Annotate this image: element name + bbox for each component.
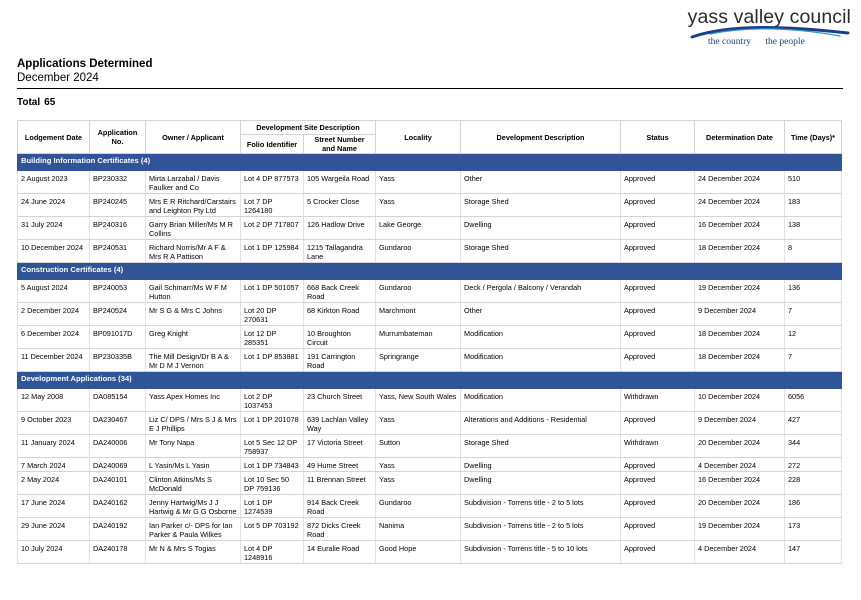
cell-owner-applicant: Jenny Hartwig/Ms J J Hartwig & Mr G G Osborne (146, 495, 241, 518)
cell-development-description: Storage Shed (461, 194, 621, 217)
cell-locality: Lake George (376, 217, 461, 240)
table-row (18, 326, 842, 349)
cell-street-number-name: 5 Crocker Close (304, 194, 376, 217)
table-row (18, 194, 842, 217)
cell-status: Approved (621, 349, 695, 372)
cell-time-days: 427 (785, 412, 842, 435)
cell-time-days: 8 (785, 240, 842, 263)
cell-lodgement-date: 10 July 2024 (18, 541, 90, 564)
cell-locality: Good Hope (376, 541, 461, 564)
cell-lodgement-date: 7 March 2024 (18, 458, 90, 472)
cell-time-days: 12 (785, 326, 842, 349)
col-owner-applicant: Owner / Applicant (146, 121, 241, 154)
cell-folio-identifier: Lot 2 DP 1037453 (241, 389, 304, 412)
cell-folio-identifier: Lot 1 DP 1274539 (241, 495, 304, 518)
cell-time-days: 7 (785, 303, 842, 326)
table-row (18, 495, 842, 518)
cell-lodgement-date: 2 May 2024 (18, 472, 90, 495)
cell-owner-applicant: Mirta Larzabal / Davis Faulker and Co (146, 171, 241, 194)
cell-development-description: Dwelling (461, 458, 621, 472)
cell-folio-identifier: Lot 10 Sec 50 DP 759136 (241, 472, 304, 495)
section-header (18, 154, 842, 171)
cell-lodgement-date: 29 June 2024 (18, 518, 90, 541)
cell-time-days: 228 (785, 472, 842, 495)
table-row (18, 217, 842, 240)
total-value: 65 (44, 97, 56, 108)
cell-status: Withdrawn (621, 435, 695, 458)
table-row (18, 303, 842, 326)
cell-time-days: 6056 (785, 389, 842, 412)
table-row (18, 412, 842, 435)
cell-lodgement-date: 17 June 2024 (18, 495, 90, 518)
cell-street-number-name: 105 Wargeila Road (304, 171, 376, 194)
cell-development-description: Modification (461, 389, 621, 412)
cell-time-days: 344 (785, 435, 842, 458)
cell-status: Approved (621, 280, 695, 303)
cell-application-no: BP240053 (90, 280, 146, 303)
cell-determination-date: 18 December 2024 (695, 326, 785, 349)
cell-folio-identifier: Lot 7 DP 1264180 (241, 194, 304, 217)
cell-folio-identifier: Lot 1 DP 201078 (241, 412, 304, 435)
table-row (18, 280, 842, 303)
cell-street-number-name: 23 Church Street (304, 389, 376, 412)
cell-determination-date: 16 December 2024 (695, 217, 785, 240)
cell-folio-identifier: Lot 1 DP 501057 (241, 280, 304, 303)
cell-status: Approved (621, 240, 695, 263)
cell-lodgement-date: 5 August 2024 (18, 280, 90, 303)
cell-status: Approved (621, 303, 695, 326)
section-header (18, 263, 842, 280)
cell-owner-applicant: Mr N & Mrs S Togias (146, 541, 241, 564)
cell-development-description: Storage Shed (461, 435, 621, 458)
cell-owner-applicant: Yass Apex Homes Inc (146, 389, 241, 412)
cell-locality: Springrange (376, 349, 461, 372)
cell-development-description: Modification (461, 349, 621, 372)
cell-application-no: DA240178 (90, 541, 146, 564)
cell-development-description: Subdivision - Torrens title - 2 to 5 lots (461, 518, 621, 541)
cell-time-days: 136 (785, 280, 842, 303)
cell-development-description: Other (461, 303, 621, 326)
cell-owner-applicant: Mr S G & Mrs C Johns (146, 303, 241, 326)
table-row (18, 472, 842, 495)
cell-application-no: BP240245 (90, 194, 146, 217)
cell-development-description: Other (461, 171, 621, 194)
cell-locality: Gundaroo (376, 495, 461, 518)
cell-development-description: Modification (461, 326, 621, 349)
col-time-days: Time (Days)* (785, 121, 842, 154)
section-title: Building Information Certificates (4) (18, 154, 842, 171)
table-row (18, 541, 842, 564)
cell-locality: Yass (376, 412, 461, 435)
cell-determination-date: 24 December 2024 (695, 171, 785, 194)
cell-folio-identifier: Lot 1 DP 853881 (241, 349, 304, 372)
tagline-people: the people (765, 37, 805, 47)
table-header (18, 121, 842, 154)
cell-owner-applicant: Greg Knight (146, 326, 241, 349)
col-status: Status (621, 121, 695, 154)
col-site-description: Development Site Description (241, 121, 376, 135)
table-row (18, 349, 842, 372)
table-row (18, 458, 842, 472)
table-row (18, 518, 842, 541)
cell-street-number-name: 872 Dicks Creek Road (304, 518, 376, 541)
cell-development-description: Subdivision - Torrens title - 5 to 10 lots (461, 541, 621, 564)
cell-determination-date: 16 December 2024 (695, 472, 785, 495)
cell-time-days: 173 (785, 518, 842, 541)
cell-determination-date: 20 December 2024 (695, 435, 785, 458)
table-body (18, 154, 842, 564)
section-title: Construction Certificates (4) (18, 263, 842, 280)
cell-time-days: 183 (785, 194, 842, 217)
cell-lodgement-date: 31 July 2024 (18, 217, 90, 240)
cell-lodgement-date: 2 December 2024 (18, 303, 90, 326)
cell-street-number-name: 126 Hadlow Drive (304, 217, 376, 240)
cell-status: Withdrawn (621, 389, 695, 412)
cell-time-days: 7 (785, 349, 842, 372)
cell-determination-date: 19 December 2024 (695, 518, 785, 541)
cell-lodgement-date: 2 August 2023 (18, 171, 90, 194)
cell-application-no: BP230332 (90, 171, 146, 194)
cell-application-no: BP230335B (90, 349, 146, 372)
cell-street-number-name: 11 Brennan Street (304, 472, 376, 495)
cell-locality: Murrumbateman (376, 326, 461, 349)
cell-street-number-name: 17 Victoria Street (304, 435, 376, 458)
cell-street-number-name: 10 Broughton Circuit (304, 326, 376, 349)
cell-application-no: DA085154 (90, 389, 146, 412)
cell-status: Approved (621, 472, 695, 495)
cell-status: Approved (621, 518, 695, 541)
section-title: Development Applications (34) (18, 372, 842, 389)
cell-time-days: 510 (785, 171, 842, 194)
cell-street-number-name: 1215 Tallagandra Lane (304, 240, 376, 263)
council-logo (680, 4, 855, 50)
page-title: Applications Determined (17, 58, 153, 70)
cell-determination-date: 18 December 2024 (695, 349, 785, 372)
cell-locality: Yass (376, 472, 461, 495)
cell-development-description: Deck / Pergola / Balcony / Verandah (461, 280, 621, 303)
cell-development-description: Alterations and Additions - Residential (461, 412, 621, 435)
cell-application-no: BP240524 (90, 303, 146, 326)
table-row (18, 240, 842, 263)
col-street-number-name: Street Number and Name (304, 135, 376, 154)
cell-street-number-name: 191 Carrington Road (304, 349, 376, 372)
tagline-country: the country (708, 37, 752, 47)
cell-folio-identifier: Lot 2 DP 717807 (241, 217, 304, 240)
cell-street-number-name: 68 Kirkton Road (304, 303, 376, 326)
cell-determination-date: 9 December 2024 (695, 412, 785, 435)
cell-folio-identifier: Lot 12 DP 285351 (241, 326, 304, 349)
cell-lodgement-date: 11 January 2024 (18, 435, 90, 458)
cell-lodgement-date: 10 December 2024 (18, 240, 90, 263)
cell-determination-date: 4 December 2024 (695, 458, 785, 472)
cell-development-description: Subdivision - Torrens title - 2 to 5 lots (461, 495, 621, 518)
cell-folio-identifier: Lot 4 DP 877573 (241, 171, 304, 194)
cell-determination-date: 24 December 2024 (695, 194, 785, 217)
col-folio-identifier: Folio Identifier (241, 135, 304, 154)
cell-status: Approved (621, 495, 695, 518)
cell-street-number-name: 914 Back Creek Road (304, 495, 376, 518)
cell-locality: Sutton (376, 435, 461, 458)
cell-status: Approved (621, 458, 695, 472)
cell-determination-date: 4 December 2024 (695, 541, 785, 564)
col-determination-date: Determination Date (695, 121, 785, 154)
cell-time-days: 186 (785, 495, 842, 518)
cell-lodgement-date: 9 October 2023 (18, 412, 90, 435)
cell-application-no: DA240162 (90, 495, 146, 518)
cell-owner-applicant: Richard Norris/Mr A F & Mrs R A Pattison (146, 240, 241, 263)
cell-status: Approved (621, 541, 695, 564)
cell-application-no: BP240316 (90, 217, 146, 240)
cell-owner-applicant: Mr Tony Napa (146, 435, 241, 458)
cell-folio-identifier: Lot 20 DP 270631 (241, 303, 304, 326)
col-locality: Locality (376, 121, 461, 154)
cell-folio-identifier: Lot 1 DP 734843 (241, 458, 304, 472)
cell-locality: Gundaroo (376, 240, 461, 263)
cell-development-description: Dwelling (461, 472, 621, 495)
cell-lodgement-date: 12 May 2008 (18, 389, 90, 412)
cell-locality: Marchmont (376, 303, 461, 326)
cell-owner-applicant: The Mill Design/Dr B A & Mr D M J Vernon (146, 349, 241, 372)
cell-time-days: 272 (785, 458, 842, 472)
cell-determination-date: 18 December 2024 (695, 240, 785, 263)
cell-street-number-name: 49 Hume Street (304, 458, 376, 472)
cell-locality: Yass (376, 458, 461, 472)
cell-determination-date: 20 December 2024 (695, 495, 785, 518)
cell-owner-applicant: Ian Parker c/- DPS for Ian Parker & Paula Wilkes (146, 518, 241, 541)
cell-application-no: BP240531 (90, 240, 146, 263)
cell-locality: Gundaroo (376, 280, 461, 303)
cell-folio-identifier: Lot 1 DP 125984 (241, 240, 304, 263)
cell-owner-applicant: L Yasin/Ms L Yasin (146, 458, 241, 472)
cell-folio-identifier: Lot 5 Sec 12 DP 758937 (241, 435, 304, 458)
total-count (17, 97, 55, 108)
cell-owner-applicant: Clinton Atkins/Ms S McDonald (146, 472, 241, 495)
cell-owner-applicant: Mrs E R Ritchard/Carstairs and Leighton Pty Ltd (146, 194, 241, 217)
cell-lodgement-date: 11 December 2024 (18, 349, 90, 372)
cell-status: Approved (621, 412, 695, 435)
cell-status: Approved (621, 326, 695, 349)
cell-application-no: DA240101 (90, 472, 146, 495)
cell-application-no: DA240069 (90, 458, 146, 472)
table-row (18, 435, 842, 458)
council-tagline (708, 37, 805, 47)
cell-lodgement-date: 24 June 2024 (18, 194, 90, 217)
cell-application-no: DA240192 (90, 518, 146, 541)
cell-locality: Yass (376, 194, 461, 217)
cell-development-description: Storage Shed (461, 240, 621, 263)
table-row (18, 171, 842, 194)
cell-folio-identifier: Lot 5 DP 703192 (241, 518, 304, 541)
cell-locality: Yass, New South Wales (376, 389, 461, 412)
applications-table (17, 120, 842, 564)
cell-folio-identifier: Lot 4 DP 1248916 (241, 541, 304, 564)
cell-street-number-name: 14 Euralie Road (304, 541, 376, 564)
cell-locality: Yass (376, 171, 461, 194)
table-row (18, 389, 842, 412)
cell-application-no: DA240006 (90, 435, 146, 458)
cell-application-no: DA230467 (90, 412, 146, 435)
section-header (18, 372, 842, 389)
cell-application-no: BP091017D (90, 326, 146, 349)
cell-owner-applicant: Gail Schmarr/Ms W F M Hutton (146, 280, 241, 303)
title-divider (17, 88, 843, 89)
cell-determination-date: 10 December 2024 (695, 389, 785, 412)
cell-lodgement-date: 6 December 2024 (18, 326, 90, 349)
cell-owner-applicant: Garry Brian Miller/Ms M R Collins (146, 217, 241, 240)
cell-street-number-name: 668 Back Creek Road (304, 280, 376, 303)
cell-development-description: Dwelling (461, 217, 621, 240)
page-subtitle: December 2024 (17, 72, 99, 84)
cell-time-days: 147 (785, 541, 842, 564)
council-logo-name: yass valley council (687, 6, 851, 28)
cell-time-days: 138 (785, 217, 842, 240)
cell-determination-date: 19 December 2024 (695, 280, 785, 303)
col-development-description: Development Description (461, 121, 621, 154)
total-label: Total (17, 97, 41, 108)
cell-status: Approved (621, 194, 695, 217)
cell-owner-applicant: Liz C/ DPS / Mrs S J & Mrs E J Phillips (146, 412, 241, 435)
cell-status: Approved (621, 217, 695, 240)
cell-street-number-name: 639 Lachlan Valley Way (304, 412, 376, 435)
cell-determination-date: 9 December 2024 (695, 303, 785, 326)
cell-locality: Nanima (376, 518, 461, 541)
cell-status: Approved (621, 171, 695, 194)
col-application-no: Application No. (90, 121, 146, 154)
col-lodgement-date: Lodgement Date (18, 121, 90, 154)
